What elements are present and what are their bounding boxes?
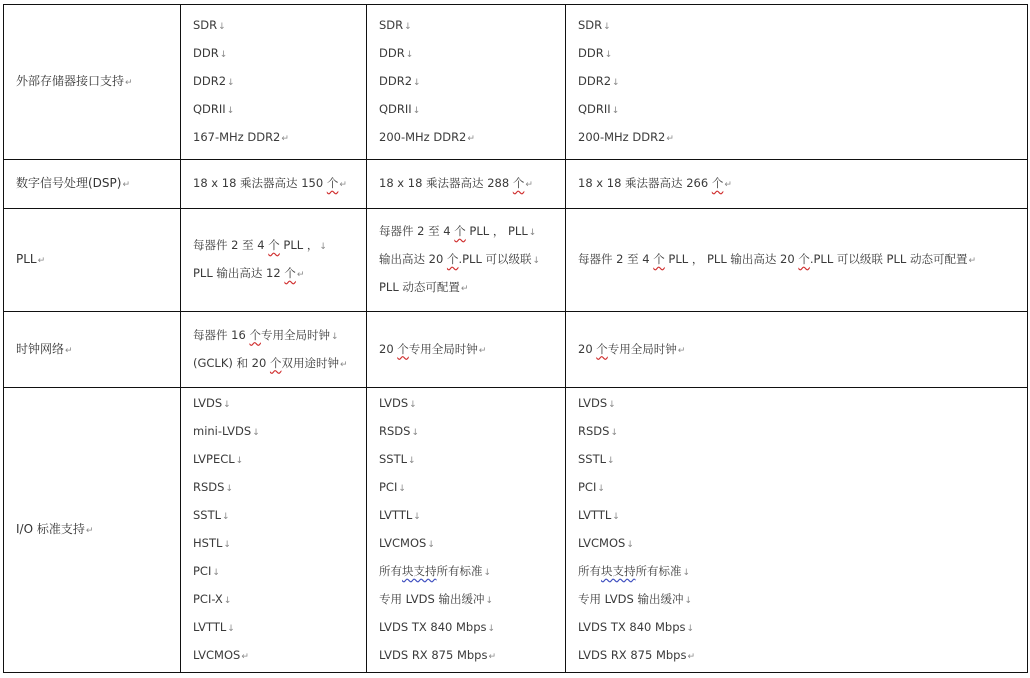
cell-line (578, 558, 1027, 586)
cell-line (379, 558, 565, 586)
paragraph-mark-icon: ↵ (339, 359, 348, 370)
cell-line (193, 124, 366, 152)
cell-line (379, 446, 565, 474)
line-break-icon: ↓ (485, 596, 494, 606)
cell-line (379, 170, 565, 198)
cell-text: 200-MHz DDR2 (379, 130, 467, 144)
row-label: I/O 标准支持 (16, 522, 85, 536)
cell-line (379, 124, 565, 152)
cell-text: SDR (578, 18, 603, 32)
line-break-icon: ↓ (223, 540, 231, 550)
row-label-cell (4, 160, 181, 209)
cell-text: LVDS RX 875 Mbps (578, 648, 687, 662)
cell-text: LVCMOS (578, 536, 626, 550)
cell-text: 所有块支持所有标准 (578, 564, 682, 578)
cell-text: LVDS (578, 396, 608, 410)
line-break-icon: ↓ (427, 540, 435, 550)
cell-text: LVDS TX 840 Mbps (578, 620, 686, 634)
cell-line (379, 474, 565, 502)
cell-text: SSTL (379, 452, 408, 466)
line-break-icon: ↓ (222, 512, 230, 522)
proofing-underline: 个 (268, 238, 280, 252)
proofing-underline: 个 (326, 176, 339, 190)
spec-cell-col2 (367, 209, 566, 312)
cell-line (193, 558, 366, 586)
cell-text: PLL 输出高达 12 个 (193, 266, 296, 280)
cell-text: 输出高达 20 个.PLL 可以级联 (379, 252, 532, 266)
cell-text: PCI (193, 564, 212, 578)
cell-line (578, 502, 1027, 530)
cell-line (379, 586, 565, 614)
cell-line (379, 246, 565, 274)
cell-line (193, 12, 366, 40)
spec-cell-col3 (566, 388, 1028, 673)
spec-cell-col1 (181, 160, 367, 209)
table-row-memory-interface (4, 5, 1028, 160)
line-break-icon: ↓ (227, 78, 235, 88)
cell-text: RSDS (379, 424, 411, 438)
cell-line (193, 474, 366, 502)
cell-line (193, 232, 366, 260)
cell-text: 所有块支持所有标准 (379, 564, 483, 578)
proofing-underline: 个 (711, 176, 724, 190)
line-break-icon: ↓ (603, 22, 611, 32)
cell-text: 167-MHz DDR2 (193, 130, 281, 144)
spec-cell-col1 (181, 388, 367, 673)
cell-text: RSDS (193, 480, 225, 494)
line-break-icon: ↓ (532, 256, 541, 266)
line-break-icon: ↓ (610, 428, 618, 438)
cell-text: 专用 LVDS 输出缓冲 (578, 592, 684, 606)
cell-text: SSTL (193, 508, 222, 522)
cell-line (379, 274, 565, 302)
spec-cell-col1 (181, 209, 367, 312)
proofing-underline: 块支持 (402, 564, 437, 578)
cell-line (379, 336, 565, 364)
row-label-cell (4, 388, 181, 673)
cell-text: LVTTL (578, 508, 612, 522)
line-break-icon: ↓ (626, 540, 634, 550)
line-break-icon: ↓ (412, 106, 421, 116)
fpga-spec-table (3, 4, 1028, 673)
spec-cell-col3 (566, 160, 1028, 209)
row-label: 外部存储器接口支持 (16, 74, 125, 88)
line-break-icon: ↓ (235, 456, 244, 466)
cell-text: LVPECL (193, 452, 235, 466)
line-break-icon: ↓ (684, 596, 693, 606)
cell-line (578, 96, 1027, 124)
line-break-icon: ↓ (682, 568, 691, 578)
cell-line (193, 322, 366, 350)
cell-line (193, 40, 366, 68)
spec-cell-col3 (566, 5, 1028, 160)
cell-line (578, 40, 1027, 68)
cell-line (578, 68, 1027, 96)
cell-text: QDRII (193, 102, 226, 116)
cell-text: PCI-X (193, 592, 223, 606)
cell-text: DDR (193, 46, 219, 60)
paragraph-mark-icon: ↵ (687, 652, 696, 662)
proofing-underline: 块支持 (601, 564, 636, 578)
cell-line (578, 530, 1027, 558)
cell-line (193, 390, 366, 418)
cell-line (578, 246, 1027, 274)
cell-text: SDR (193, 18, 218, 32)
cell-text: DDR2 (578, 74, 612, 88)
cell-text: LVDS TX 840 Mbps (379, 620, 487, 634)
cell-line (379, 614, 565, 642)
spec-cell-col3 (566, 312, 1028, 388)
proofing-underline: 个 (596, 341, 608, 356)
cell-text: DDR2 (193, 74, 227, 88)
cell-text: DDR2 (379, 74, 413, 88)
cell-line (578, 170, 1027, 198)
row-label-cell (4, 5, 181, 160)
cell-text: PCI (578, 480, 597, 494)
cell-line (379, 218, 565, 246)
spec-cell-col3 (566, 209, 1028, 312)
line-break-icon: ↓ (218, 22, 226, 32)
cell-text: 每器件 16 个专用全局时钟 (193, 327, 330, 342)
cell-text: 200-MHz DDR2 (578, 130, 666, 144)
paragraph-mark-icon: ↵ (339, 180, 347, 190)
proofing-underline: 个 (512, 176, 525, 190)
spec-cell-col1 (181, 5, 367, 160)
cell-line (379, 96, 565, 124)
cell-line (578, 124, 1027, 152)
cell-text: 每器件 2 至 4 个 PLL ， PLL 输出高达 20 个.PLL 可以级联 PLL 动态可配置 (578, 252, 968, 266)
proofing-underline: 个 (653, 252, 665, 266)
cell-line (193, 350, 366, 378)
paragraph-mark-icon: ↵ (478, 345, 487, 356)
cell-line (578, 12, 1027, 40)
cell-line (379, 12, 565, 40)
cell-line (578, 614, 1027, 642)
line-break-icon: ↓ (223, 400, 231, 410)
spec-cell-col2 (367, 388, 566, 673)
paragraph-mark-icon: ↵ (37, 256, 46, 266)
cell-text: 专用 LVDS 输出缓冲 (379, 592, 485, 606)
line-break-icon: ↓ (330, 331, 339, 342)
paragraph-mark-icon: ↵ (460, 284, 469, 294)
cell-text: QDRII (379, 102, 412, 116)
table-row-pll (4, 209, 1028, 312)
cell-text: 18 x 18 乘法器高达 288 个 (379, 176, 525, 190)
cell-line (379, 390, 565, 418)
paragraph-mark-icon: ↵ (724, 180, 732, 190)
row-label: 时钟网络 (16, 341, 65, 356)
line-break-icon: ↓ (608, 400, 616, 410)
spec-cell-col2 (367, 160, 566, 209)
paragraph-mark-icon: ↵ (968, 256, 977, 266)
cell-line (379, 502, 565, 530)
cell-line (578, 390, 1027, 418)
line-break-icon: ↓ (225, 484, 233, 494)
proofing-underline: 个 (454, 224, 466, 238)
line-break-icon: ↓ (212, 568, 220, 578)
cell-text: RSDS (578, 424, 610, 438)
cell-line (578, 418, 1027, 446)
cell-text: mini-LVDS (193, 424, 252, 438)
line-break-icon: ↓ (252, 428, 260, 438)
line-break-icon: ↓ (413, 512, 421, 522)
cell-text: LVDS (193, 396, 223, 410)
cell-text: LVDS RX 875 Mbps (379, 648, 488, 662)
line-break-icon: ↓ (612, 78, 620, 88)
line-break-icon: ↓ (219, 50, 228, 60)
line-break-icon: ↓ (686, 624, 695, 634)
spec-cell-col2 (367, 312, 566, 388)
cell-line (379, 40, 565, 68)
line-break-icon: ↓ (409, 400, 417, 410)
proofing-underline: 个 (446, 252, 459, 266)
row-label-cell (4, 312, 181, 388)
line-break-icon: ↓ (404, 22, 412, 32)
cell-line (193, 642, 366, 670)
cell-line (379, 68, 565, 96)
paragraph-mark-icon: ↵ (241, 652, 249, 662)
cell-text: 每器件 2 至 4 个 PLL ， PLL (379, 224, 528, 238)
cell-text: LVDS (379, 396, 409, 410)
paragraph-mark-icon: ↵ (125, 78, 133, 88)
cell-line (379, 530, 565, 558)
line-break-icon: ↓ (612, 512, 620, 522)
line-break-icon: ↓ (604, 50, 613, 60)
row-label: 数字信号处理(DSP) (16, 176, 122, 190)
line-break-icon: ↓ (483, 568, 492, 578)
cell-text: 18 x 18 乘法器高达 266 个 (578, 176, 724, 190)
cell-line (193, 614, 366, 642)
proofing-underline: 个 (397, 341, 409, 356)
cell-text: 18 x 18 乘法器高达 150 个 (193, 176, 339, 190)
line-break-icon: ↓ (226, 106, 235, 116)
paragraph-mark-icon: ↵ (525, 180, 533, 190)
cell-text: SSTL (578, 452, 607, 466)
cell-text: SDR (379, 18, 404, 32)
cell-text: LVTTL (379, 508, 413, 522)
cell-line (193, 530, 366, 558)
paragraph-mark-icon: ↵ (122, 180, 131, 190)
cell-text: LVCMOS (193, 648, 241, 662)
line-break-icon: ↓ (487, 624, 496, 634)
line-break-icon: ↓ (223, 596, 232, 606)
cell-text: HSTL (193, 536, 223, 550)
table-row-dsp (4, 160, 1028, 209)
cell-line (193, 68, 366, 96)
row-label-cell (4, 209, 181, 312)
cell-text: 20 个专用全局时钟 (379, 341, 478, 356)
table-row-io-standards (4, 388, 1028, 673)
cell-line (193, 260, 366, 288)
cell-line (379, 418, 565, 446)
line-break-icon: ↓ (398, 484, 406, 494)
line-break-icon: ↓ (528, 228, 537, 238)
cell-text: LVCMOS (379, 536, 427, 550)
paragraph-mark-icon: ↵ (65, 345, 73, 356)
cell-text: DDR (578, 46, 604, 60)
cell-line (193, 170, 366, 198)
paragraph-mark-icon: ↵ (467, 134, 475, 144)
cell-line (578, 642, 1027, 670)
line-break-icon: ↓ (227, 624, 235, 634)
cell-text: 20 个专用全局时钟 (578, 341, 677, 356)
table-row-clock-network (4, 312, 1028, 388)
line-break-icon: ↓ (607, 456, 615, 466)
proofing-underline: 个 (798, 252, 810, 266)
cell-line (578, 586, 1027, 614)
line-break-icon: ↓ (411, 428, 419, 438)
cell-line (578, 446, 1027, 474)
paragraph-mark-icon: ↵ (488, 652, 497, 662)
cell-text: LVTTL (193, 620, 227, 634)
paragraph-mark-icon: ↵ (666, 134, 674, 144)
cell-text: 每器件 2 至 4 个 PLL ， (193, 238, 319, 252)
cell-line (193, 502, 366, 530)
paragraph-mark-icon: ↵ (677, 345, 686, 356)
paragraph-mark-icon: ↵ (281, 134, 289, 144)
cell-text: PCI (379, 480, 398, 494)
line-break-icon: ↓ (405, 50, 414, 60)
cell-line (193, 586, 366, 614)
cell-text: PLL 动态可配置 (379, 280, 460, 294)
line-break-icon: ↓ (408, 456, 416, 466)
cell-text: QDRII (578, 102, 611, 116)
line-break-icon: ↓ (597, 484, 605, 494)
line-break-icon: ↓ (319, 242, 327, 252)
cell-line (193, 446, 366, 474)
proofing-underline: 个 (284, 266, 296, 280)
cell-line (379, 642, 565, 670)
cell-line (193, 96, 366, 124)
cell-line (578, 336, 1027, 364)
cell-line (193, 418, 366, 446)
cell-text: (GCLK) 和 20 个双用途时钟 (193, 355, 339, 370)
paragraph-mark-icon: ↵ (85, 526, 94, 536)
line-break-icon: ↓ (611, 106, 620, 116)
cell-line (578, 474, 1027, 502)
row-label: PLL (16, 252, 37, 266)
line-break-icon: ↓ (413, 78, 421, 88)
proofing-underline: 个 (269, 355, 282, 370)
spec-cell-col2 (367, 5, 566, 160)
proofing-underline: 个 (249, 327, 261, 342)
cell-text: DDR (379, 46, 405, 60)
spec-cell-col1 (181, 312, 367, 388)
paragraph-mark-icon: ↵ (296, 270, 305, 280)
